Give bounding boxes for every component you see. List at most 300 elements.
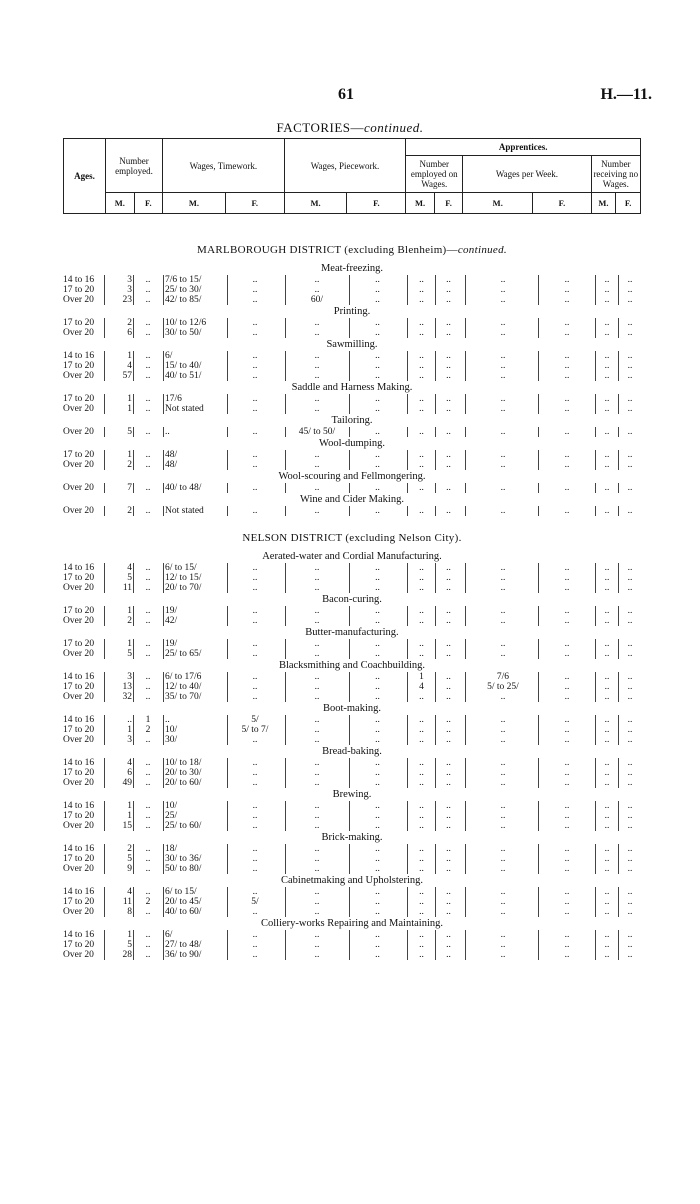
cell-apprentice-f: .. xyxy=(446,887,451,897)
cell-apprentice-f: .. xyxy=(446,758,451,768)
cell-piecework-m: .. xyxy=(314,639,320,649)
cell-number-m: 5 xyxy=(127,649,132,659)
column-rule xyxy=(163,725,164,735)
column-rule xyxy=(407,404,408,414)
column-rule xyxy=(163,950,164,960)
cell-number-f: .. xyxy=(145,328,151,338)
cell-number-f: .. xyxy=(145,371,151,381)
column-rule xyxy=(227,715,228,725)
cell-number-f: .. xyxy=(145,394,151,404)
column-rule xyxy=(465,483,466,493)
cell-apprentice-f: .. xyxy=(446,583,451,593)
column-rule xyxy=(465,450,466,460)
column-rule xyxy=(227,758,228,768)
cell-age: 14 to 16 xyxy=(63,672,95,682)
table-row xyxy=(63,427,641,437)
cell-weekly-wage-f: .. xyxy=(564,427,570,437)
column-rule xyxy=(163,940,164,950)
cell-no-wage-f: .. xyxy=(627,940,633,950)
cell-apprentice-f: .. xyxy=(446,821,451,831)
column-rule xyxy=(133,682,134,692)
cell-apprentice-f: .. xyxy=(446,616,451,626)
cell-number-m: 4 xyxy=(127,563,132,573)
column-rule xyxy=(407,506,408,516)
cell-apprentice-m: .. xyxy=(419,328,424,338)
column-rule xyxy=(407,758,408,768)
cell-piecework-f: .. xyxy=(375,649,380,659)
cell-timework-f: .. xyxy=(252,275,258,285)
cell-weekly-wage-f: .. xyxy=(564,450,570,460)
column-rule xyxy=(133,758,134,768)
cell-weekly-wage-m: .. xyxy=(500,483,506,493)
cell-number-f: .. xyxy=(145,318,151,328)
cell-timework-f: .. xyxy=(252,404,258,414)
column-rule xyxy=(227,682,228,692)
cell-number-m: 28 xyxy=(122,950,132,960)
column-rule xyxy=(285,907,286,917)
cell-apprentice-f: .. xyxy=(446,318,451,328)
cell-piecework-m: .. xyxy=(314,450,320,460)
column-rule xyxy=(227,930,228,940)
column-rule xyxy=(407,616,408,626)
cell-weekly-wage-f: .. xyxy=(564,483,570,493)
table-row xyxy=(63,930,641,940)
cell-piecework-m: .. xyxy=(314,318,320,328)
cell-piecework-f: .. xyxy=(375,275,380,285)
cell-piecework-f: .. xyxy=(375,351,380,361)
cell-piecework-m: .. xyxy=(314,573,320,583)
cell-number-f: .. xyxy=(145,682,151,692)
column-rule xyxy=(163,506,164,516)
column-rule xyxy=(285,318,286,328)
column-rule xyxy=(133,649,134,659)
cell-weekly-wage-f: .. xyxy=(564,506,570,516)
cell-no-wage-f: .. xyxy=(627,427,633,437)
cell-age: 17 to 20 xyxy=(63,725,95,735)
column-rule xyxy=(227,907,228,917)
cell-age: Over 20 xyxy=(63,371,94,381)
cell-weekly-wage-m: .. xyxy=(500,811,506,821)
column-rule xyxy=(465,801,466,811)
cell-weekly-wage-m: .. xyxy=(500,715,506,725)
cell-piecework-f: .. xyxy=(375,427,380,437)
cell-no-wage-f: .. xyxy=(627,295,633,305)
column-rule xyxy=(163,427,164,437)
column-rule xyxy=(133,672,134,682)
cell-number-m: 2 xyxy=(127,616,132,626)
cell-no-wage-m: .. xyxy=(604,897,610,907)
cell-weekly-wage-f: .. xyxy=(564,692,570,702)
cell-no-wage-m: .. xyxy=(604,460,610,470)
cell-age: Over 20 xyxy=(63,735,94,745)
cell-weekly-wage-f: .. xyxy=(564,715,570,725)
cell-timework-m: 7/6 to 15/ xyxy=(165,275,202,285)
cell-timework-m: 6/ to 15/ xyxy=(165,887,197,897)
cell-apprentice-f: .. xyxy=(446,940,451,950)
cell-piecework-f: .. xyxy=(375,864,380,874)
cell-age: Over 20 xyxy=(63,506,94,516)
column-rule xyxy=(133,821,134,831)
cell-timework-m: 30/ to 36/ xyxy=(165,854,202,864)
cell-apprentice-m: .. xyxy=(419,692,424,702)
column-rule xyxy=(407,361,408,371)
column-rule xyxy=(163,887,164,897)
column-rule xyxy=(407,639,408,649)
cell-no-wage-f: .. xyxy=(627,606,633,616)
category-heading: Saddle and Harness Making. xyxy=(291,382,413,393)
column-rule xyxy=(407,844,408,854)
column-rule xyxy=(465,427,466,437)
cell-piecework-m: .. xyxy=(314,404,320,414)
district-name: NELSON DISTRICT (excluding Nelson City). xyxy=(242,532,462,544)
column-rule xyxy=(163,692,164,702)
column-rule xyxy=(285,606,286,616)
column-rule xyxy=(163,371,164,381)
cell-weekly-wage-f: .. xyxy=(564,735,570,745)
cell-apprentice-m: .. xyxy=(419,639,424,649)
cell-age: Over 20 xyxy=(63,460,94,470)
cell-number-f: .. xyxy=(145,811,151,821)
col-app-wages: Wages per Week. xyxy=(463,156,591,193)
cell-weekly-wage-f: .. xyxy=(564,758,570,768)
table-row xyxy=(63,715,641,725)
cell-piecework-f: .. xyxy=(375,682,380,692)
cell-apprentice-m: .. xyxy=(419,318,424,328)
cell-piecework-f: .. xyxy=(375,573,380,583)
table-row xyxy=(63,801,641,811)
table-row xyxy=(63,318,641,328)
column-rule xyxy=(407,328,408,338)
column-rule xyxy=(465,563,466,573)
category-heading: Blacksmithing and Coachbuilding. xyxy=(278,660,426,671)
column-rule xyxy=(407,682,408,692)
cell-weekly-wage-m: .. xyxy=(500,404,506,414)
hdr-f: F. xyxy=(533,193,591,214)
cell-weekly-wage-f: .. xyxy=(564,811,570,821)
table-row xyxy=(63,404,641,414)
column-rule xyxy=(227,328,228,338)
cell-number-m: 2 xyxy=(127,460,132,470)
cell-timework-f: .. xyxy=(252,506,258,516)
cell-piecework-m: .. xyxy=(314,460,320,470)
cell-timework-m: 40/ to 60/ xyxy=(165,907,202,917)
cell-age: 14 to 16 xyxy=(63,844,95,854)
cell-apprentice-f: .. xyxy=(446,371,451,381)
column-rule xyxy=(163,328,164,338)
cell-no-wage-f: .. xyxy=(627,735,633,745)
cell-no-wage-m: .. xyxy=(604,682,610,692)
cell-piecework-m: .. xyxy=(314,361,320,371)
cell-number-m: 49 xyxy=(122,778,132,788)
cell-number-m: 9 xyxy=(127,864,132,874)
cell-piecework-m: 45/ to 50/ xyxy=(298,427,336,437)
cell-no-wage-m: .. xyxy=(604,821,610,831)
cell-no-wage-m: .. xyxy=(604,563,610,573)
category-heading: Sawmilling. xyxy=(326,339,378,350)
cell-weekly-wage-f: .. xyxy=(564,351,570,361)
cell-apprentice-m: .. xyxy=(419,854,424,864)
column-rule xyxy=(163,930,164,940)
district-name: MARLBOROUGH DISTRICT (excluding Blenheim)— xyxy=(197,244,458,256)
cell-number-f: .. xyxy=(145,351,151,361)
cell-apprentice-m: .. xyxy=(419,285,424,295)
cell-no-wage-m: .. xyxy=(604,371,610,381)
cell-no-wage-m: .. xyxy=(604,583,610,593)
cell-no-wage-m: .. xyxy=(604,361,610,371)
table-row xyxy=(63,950,641,960)
column-rule xyxy=(227,563,228,573)
cell-no-wage-f: .. xyxy=(627,506,633,516)
cell-weekly-wage-f: .. xyxy=(564,285,570,295)
column-rule xyxy=(227,768,228,778)
cell-piecework-f: .. xyxy=(375,616,380,626)
col-number-employed: Number employed. xyxy=(105,139,162,193)
category-heading: Printing. xyxy=(333,306,371,317)
cell-number-f: .. xyxy=(145,768,151,778)
cell-number-f: .. xyxy=(145,950,151,960)
cell-weekly-wage-f: .. xyxy=(564,778,570,788)
table-row xyxy=(63,897,641,907)
cell-apprentice-m: .. xyxy=(419,887,424,897)
column-rule xyxy=(465,649,466,659)
column-rule xyxy=(285,371,286,381)
column-rule xyxy=(163,275,164,285)
cell-timework-f: .. xyxy=(252,692,258,702)
column-rule xyxy=(465,725,466,735)
column-rule xyxy=(163,361,164,371)
column-rule xyxy=(407,318,408,328)
column-rule xyxy=(465,864,466,874)
column-rule xyxy=(227,318,228,328)
cell-timework-f: 5/ to 7/ xyxy=(241,725,269,735)
cell-piecework-m: .. xyxy=(314,563,320,573)
column-rule xyxy=(163,573,164,583)
cell-piecework-f: .. xyxy=(375,404,380,414)
cell-no-wage-f: .. xyxy=(627,768,633,778)
cell-apprentice-f: .. xyxy=(446,649,451,659)
cell-piecework-m: .. xyxy=(314,735,320,745)
cell-age: 17 to 20 xyxy=(63,811,95,821)
cell-timework-m: 18/ xyxy=(165,844,178,854)
cell-weekly-wage-m: .. xyxy=(500,616,506,626)
column-rule xyxy=(227,735,228,745)
cell-no-wage-m: .. xyxy=(604,606,610,616)
cell-timework-m: 19/ xyxy=(165,606,178,616)
cell-number-f: .. xyxy=(145,692,151,702)
cell-timework-m: 48/ xyxy=(165,460,178,470)
column-rule xyxy=(407,930,408,940)
cell-apprentice-m: .. xyxy=(419,768,424,778)
column-rule xyxy=(285,692,286,702)
cell-no-wage-f: .. xyxy=(627,725,633,735)
column-rule xyxy=(465,930,466,940)
cell-apprentice-m: .. xyxy=(419,483,424,493)
cell-number-f: 1 xyxy=(145,715,151,725)
cell-apprentice-m: .. xyxy=(419,583,424,593)
cell-piecework-f: .. xyxy=(375,672,380,682)
column-rule xyxy=(133,692,134,702)
column-rule xyxy=(407,950,408,960)
column-rule xyxy=(407,583,408,593)
cell-weekly-wage-f: .. xyxy=(564,295,570,305)
column-rule xyxy=(465,682,466,692)
table-row xyxy=(63,854,641,864)
cell-piecework-m: .. xyxy=(314,801,320,811)
cell-no-wage-f: .. xyxy=(627,616,633,626)
column-rule xyxy=(133,715,134,725)
column-rule xyxy=(407,371,408,381)
cell-timework-m: 10/ to 18/ xyxy=(165,758,202,768)
cell-age: 14 to 16 xyxy=(63,715,95,725)
table-row xyxy=(63,506,641,516)
hdr-f: F. xyxy=(134,193,163,214)
table-row xyxy=(63,725,641,735)
cell-piecework-m: .. xyxy=(314,715,320,725)
cell-apprentice-f: .. xyxy=(446,715,451,725)
column-rule xyxy=(227,361,228,371)
column-rule xyxy=(133,811,134,821)
cell-number-m: 3 xyxy=(127,672,132,682)
cell-age: 17 to 20 xyxy=(63,318,95,328)
cell-timework-m: 48/ xyxy=(165,450,178,460)
cell-timework-m: 42/ to 85/ xyxy=(165,295,202,305)
column-rule xyxy=(227,725,228,735)
table-row xyxy=(63,811,641,821)
cell-timework-m: 10/ to 12/6 xyxy=(165,318,207,328)
column-rule xyxy=(285,351,286,361)
table-row xyxy=(63,483,641,493)
table-row xyxy=(63,649,641,659)
cell-piecework-f: .. xyxy=(375,768,380,778)
cell-apprentice-f: .. xyxy=(446,328,451,338)
hdr-f: F. xyxy=(347,193,406,214)
cell-piecework-m: .. xyxy=(314,351,320,361)
cell-no-wage-f: .. xyxy=(627,887,633,897)
cell-apprentice-m: .. xyxy=(419,606,424,616)
cell-number-f: .. xyxy=(145,483,151,493)
cell-no-wage-f: .. xyxy=(627,371,633,381)
column-rule xyxy=(407,460,408,470)
cell-age: 14 to 16 xyxy=(63,351,95,361)
column-rule xyxy=(407,394,408,404)
cell-weekly-wage-m: .. xyxy=(500,450,506,460)
column-rule xyxy=(285,864,286,874)
column-rule xyxy=(133,930,134,940)
cell-weekly-wage-m: .. xyxy=(500,778,506,788)
cell-timework-m: 40/ to 51/ xyxy=(165,371,202,381)
cell-no-wage-m: .. xyxy=(604,616,610,626)
cell-number-f: .. xyxy=(145,940,151,950)
category-heading: Brick-making. xyxy=(321,832,383,843)
column-rule xyxy=(285,285,286,295)
cell-apprentice-m: .. xyxy=(419,778,424,788)
cell-number-m: 1 xyxy=(127,450,132,460)
cell-number-f: .. xyxy=(145,295,151,305)
table-row xyxy=(63,682,641,692)
column-rule xyxy=(407,606,408,616)
cell-piecework-f: .. xyxy=(375,606,380,616)
cell-no-wage-m: .. xyxy=(604,930,610,940)
column-rule xyxy=(163,844,164,854)
cell-weekly-wage-m: .. xyxy=(500,725,506,735)
column-rule xyxy=(133,295,134,305)
cell-apprentice-m: .. xyxy=(419,275,424,285)
cell-weekly-wage-m: .. xyxy=(500,573,506,583)
cell-apprentice-m: .. xyxy=(419,573,424,583)
column-rule xyxy=(285,328,286,338)
cell-piecework-m: .. xyxy=(314,672,320,682)
cell-apprentice-f: .. xyxy=(446,682,451,692)
column-rule xyxy=(163,404,164,414)
cell-apprentice-m: .. xyxy=(419,897,424,907)
column-rule xyxy=(227,285,228,295)
column-rule xyxy=(133,778,134,788)
cell-age: Over 20 xyxy=(63,864,94,874)
column-rule xyxy=(407,715,408,725)
column-rule xyxy=(407,573,408,583)
table-row xyxy=(63,328,641,338)
column-rule xyxy=(133,483,134,493)
cell-timework-f: .. xyxy=(252,778,258,788)
cell-piecework-m: .. xyxy=(314,285,320,295)
cell-piecework-f: .. xyxy=(375,506,380,516)
column-rule xyxy=(465,811,466,821)
cell-timework-f: .. xyxy=(252,483,258,493)
col-apprentices: Apprentices. xyxy=(406,139,641,156)
cell-weekly-wage-m: .. xyxy=(500,735,506,745)
cell-no-wage-f: .. xyxy=(627,394,633,404)
cell-age: 17 to 20 xyxy=(63,682,95,692)
cell-timework-m: 25/ to 60/ xyxy=(165,821,202,831)
cell-piecework-f: .. xyxy=(375,844,380,854)
cell-apprentice-f: .. xyxy=(446,460,451,470)
column-rule xyxy=(163,483,164,493)
cell-weekly-wage-m: .. xyxy=(500,940,506,950)
cell-no-wage-f: .. xyxy=(627,361,633,371)
column-rule xyxy=(227,295,228,305)
cell-age: Over 20 xyxy=(63,295,94,305)
hdr-m: M. xyxy=(463,193,533,214)
column-rule xyxy=(163,639,164,649)
cell-piecework-m: .. xyxy=(314,483,320,493)
table-row xyxy=(63,371,641,381)
cell-timework-m: 12/ to 40/ xyxy=(165,682,202,692)
cell-number-m: 1 xyxy=(127,639,132,649)
cell-number-m: 5 xyxy=(127,573,132,583)
column-rule xyxy=(133,583,134,593)
cell-no-wage-f: .. xyxy=(627,930,633,940)
cell-piecework-m: .. xyxy=(314,864,320,874)
cell-no-wage-m: .. xyxy=(604,394,610,404)
cell-number-f: .. xyxy=(145,887,151,897)
cell-weekly-wage-f: .. xyxy=(564,394,570,404)
cell-age: 14 to 16 xyxy=(63,758,95,768)
cell-no-wage-m: .. xyxy=(604,328,610,338)
cell-weekly-wage-f: .. xyxy=(564,864,570,874)
column-rule xyxy=(465,285,466,295)
cell-no-wage-f: .. xyxy=(627,692,633,702)
cell-piecework-f: .. xyxy=(375,328,380,338)
cell-timework-m: 35/ to 70/ xyxy=(165,692,202,702)
cell-no-wage-m: .. xyxy=(604,450,610,460)
table-row xyxy=(63,616,641,626)
cell-weekly-wage-f: .. xyxy=(564,897,570,907)
column-rule xyxy=(227,844,228,854)
column-rule xyxy=(407,940,408,950)
cell-piecework-m: .. xyxy=(314,778,320,788)
column-rule xyxy=(133,897,134,907)
cell-timework-m: 20/ to 45/ xyxy=(165,897,202,907)
